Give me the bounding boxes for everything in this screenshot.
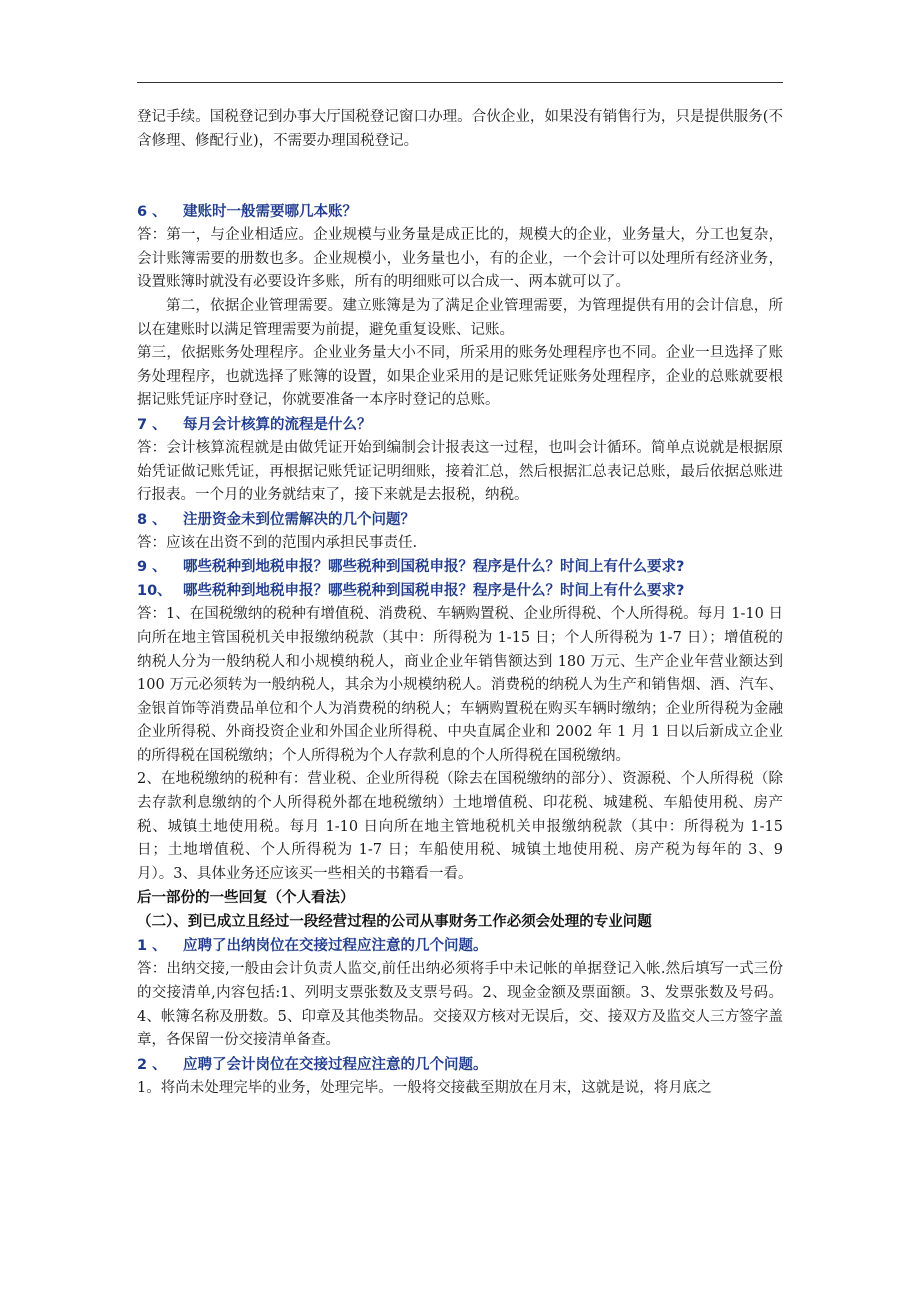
sub-question-2-heading [137,1053,783,1077]
answer-6-part-3: 第三，依据账务处理程序。企业业务量大小不同，所采用的账务处理程序也不同。企业一旦选择了账务处理程序，也就选择了账簿的设置，如果企业采用的是记账凭证账务处理程序，企业的总账就要根据记账凭证序时登记，你就要准备一本序时登记的总账。 [137,345,783,409]
intro-paragraph: 登记手续。国税登记到办事大厅国税登记窗口办理。合伙企业，如果没有销售行为，只是提供服务(不含修理、修配行业)，不需要办理国税登记。 [137,109,783,149]
answer-6-part-2: 第二，依据企业管理需要。建立账簿是为了满足企业管理需要，为管理提供有用的会计信息，所以在建账时以满足管理需要为前提，避免重复设账、记账。 [137,297,783,338]
question-number: 10、 [137,583,172,600]
question-number: 1 、 [137,938,167,955]
question-title: 应聘了出纳岗位在交接过程应注意的几个问题。 [183,938,488,955]
question-number: 9 、 [137,559,167,576]
answer-6-part-1: 答：第一，与企业相适应。企业规模与业务量是成正比的，规模大的企业，业务量大，分工也复杂，会计账簿需要的册数也多。企业规模小，业务量也小，有的企业，一个会计可以处理所有经济业务，设置账簿时就没有必要设许多账，所有的明细账可以合成一、两本就可以了。 [137,227,783,291]
section-heading-replies: 后一部份的一些回复（个人看法） [137,890,355,907]
question-number: 7 、 [137,416,167,433]
document-body [137,106,783,1100]
question-title: 哪些税种到地税申报？哪些税种到国税申报？程序是什么？时间上有什么要求? [183,559,685,576]
answer-10-part-1: 答：1、在国税缴纳的税种有增值税、消费税、车辆购置税、企业所得税、个人所得税。每月 1-10 日向所在地主管国税机关申报缴纳税款（其中：所得税为 1-15 日；个人所得税为 1-7 日）；增值税的纳税人分为一般纳税人和小规模纳税人，商业企业年销售额达到 180 万元、生产企业年营业额达到 100 万元必须转为一般纳税人，其余为小规模纳税人。消费税的纳税人为生产和销售烟、酒、汽车、金银首饰等消费品单位和个人为消费税的纳税人；车辆购置税在购买车辆时缴纳；企业所得税为金融企业所得税、外商投资企业和外国企业所得税、中央直属企业和 2002 年 1 月 1 日以后新成立企业的所得税在国税缴纳；个人所得税为个人存款利息的个人所得税在国税缴纳。 [137,606,783,764]
spacer [137,153,783,200]
sub-question-1-heading [137,934,783,958]
question-number: 2 、 [137,1056,167,1073]
question-title: 应聘了会计岗位在交接过程应注意的几个问题。 [183,1056,488,1073]
question-6-heading [137,200,783,224]
answer-7: 答：会计核算流程就是由做凭证开始到编制会计报表这一过程，也叫会计循环。简单点说就是根据原始凭证做记账凭证，再根据记账凭证记明细账，接着汇总，然后根据汇总表记总账，最后依据总账进行报表。一个月的业务就结束了，接下来就是去报税，纳税。 [137,439,783,504]
sub-answer-1: 答：出纳交接,一般由会计负责人监交,前任出纳必须将手中未记帐的单据登记入帐.然后填写一式三份的交接清单,内容包括:1、列明支票张数及支票号码。2、现金金额及票面额。3、发票张数及号码。4、帐簿名称及册数。5、印章及其他类物品。交接双方核对无误后，交、接双方及监交人三方签字盖章，各保留一份交接清单备查。 [137,961,783,1049]
question-title: 注册资金未到位需解决的几个问题？ [183,511,415,528]
question-7-heading [137,413,783,437]
question-title: 建账时一般需要哪几本账？ [183,204,357,221]
question-title: 哪些税种到地税申报？哪些税种到国税申报？程序是什么？时间上有什么要求? [183,583,685,600]
question-9-heading [137,555,783,579]
sub-answer-2: 1。将尚未处理完毕的业务，处理完毕。一般将交接截至期放在月末，这就是说，将月底之 [137,1079,712,1096]
answer-10-part-2: 2、在地税缴纳的税种有：营业税、企业所得税（除去在国税缴纳的部分）、资源税、个人所得税（除去存款利息缴纳的个人所得税外都在地税缴纳）土地增值税、印花税、城建税、车船使用税、房产税、城镇土地使用税。每月 1-10 日向所在地主管地税机关申报缴纳税款（其中：所得税为 1-15 日；土地增值税、个人所得税为 1-7 日；车船使用税、城镇土地使用税、房产税为每年的 3、9 月）。3、具体业务还应该买一些相关的书籍看一看。 [137,771,783,882]
section-heading-two: （二）、到已成立且经过一段经营过程的公司从事财务工作必须会处理的专业问题 [137,914,652,931]
answer-8: 答：应该在出资不到的范围内承担民事责任. [137,534,418,551]
header-rule [137,82,783,83]
question-number: 8 、 [137,511,167,528]
question-10-heading [137,579,783,603]
question-8-heading [137,508,783,532]
question-number: 6 、 [137,204,167,221]
question-title: 每月会计核算的流程是什么？ [183,416,372,433]
